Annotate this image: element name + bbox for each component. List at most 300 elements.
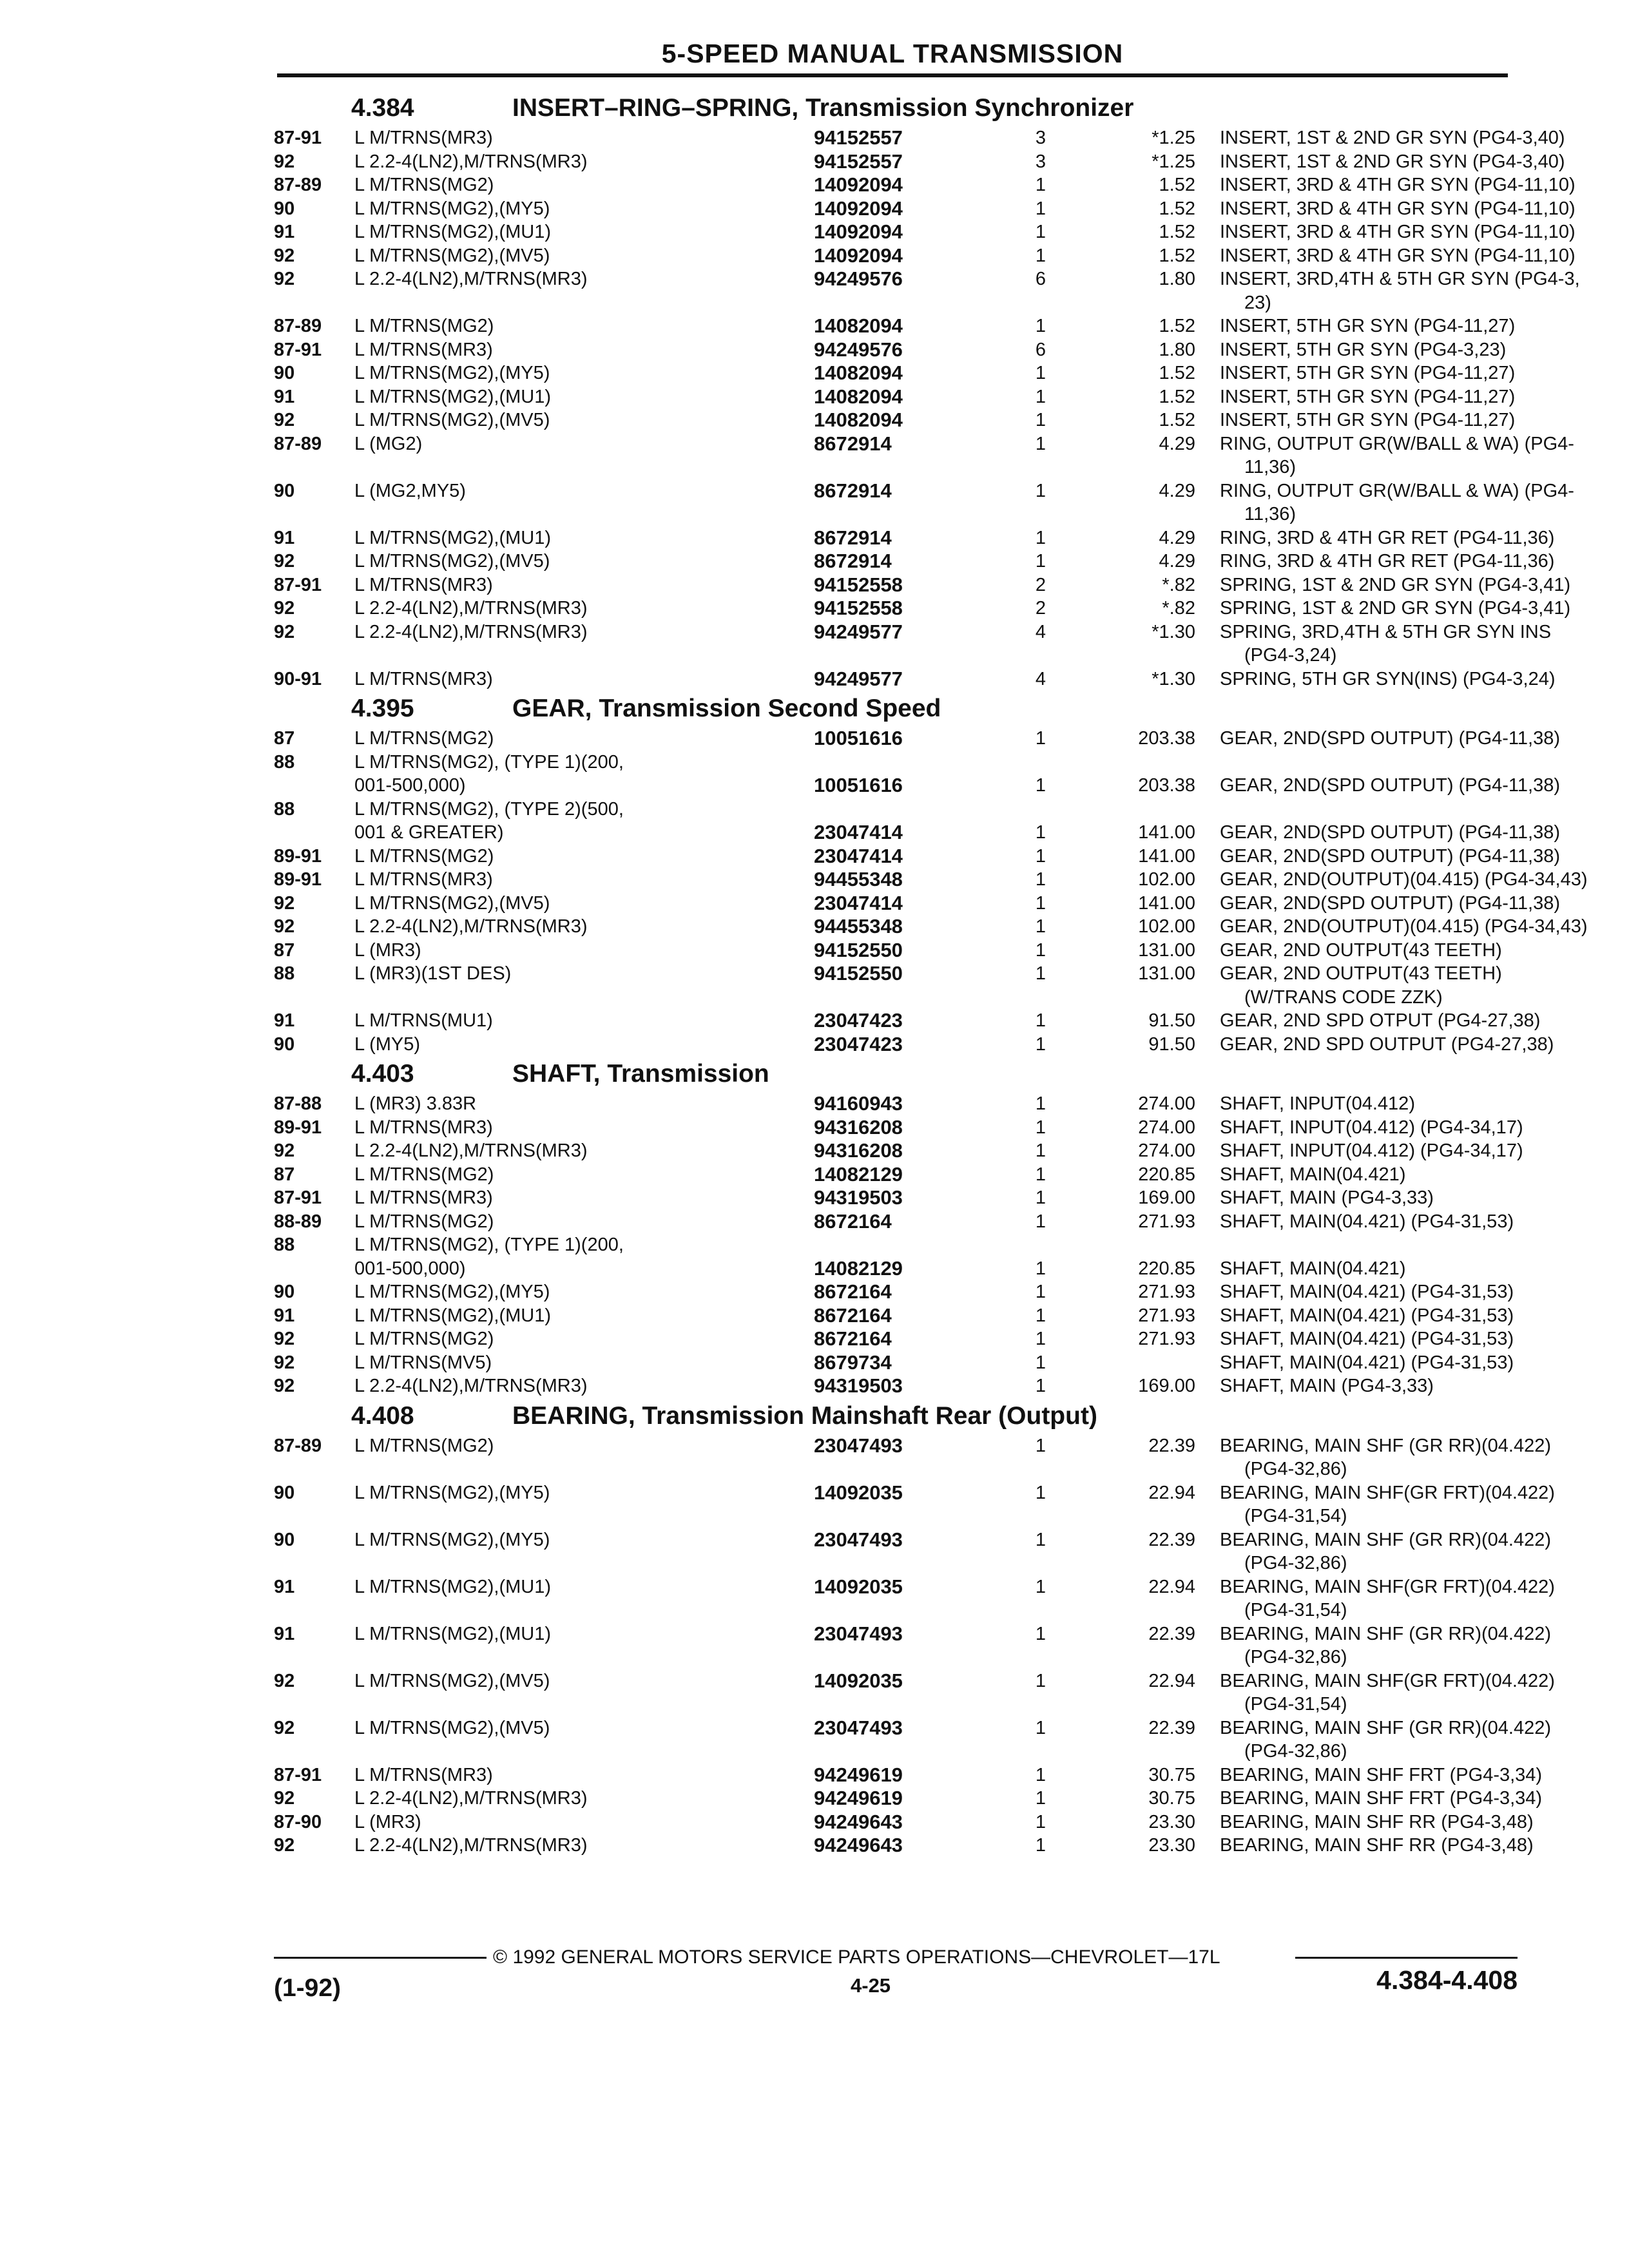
quantity: 2 <box>1035 598 1046 619</box>
table-row <box>274 244 1576 268</box>
model-description <box>354 1092 870 1116</box>
part-number: 94152558 <box>814 597 903 619</box>
price: 23.30 <box>1148 1811 1195 1832</box>
part-number: 94249577 <box>814 667 903 690</box>
description-line: RING, 3RD & 4TH GR RET (PG4-11,36) <box>1220 551 1555 572</box>
description-line: RING, OUTPUT GR(W/BALL & WA) (PG4- <box>1220 480 1574 501</box>
quantity: 1 <box>1035 963 1046 984</box>
part-number: 8679734 <box>814 1350 892 1374</box>
table-row <box>274 891 1561 916</box>
table-row <box>274 1327 1518 1351</box>
model-line: L M/TRNS(MG2), (TYPE 2)(500, <box>354 798 624 820</box>
description-line: RING, OUTPUT GR(W/BALL & WA) (PG4- <box>1220 433 1574 454</box>
price: 91.50 <box>1148 1033 1195 1055</box>
description-line: (PG4-31,54) <box>1244 1600 1347 1620</box>
model-description <box>354 1304 870 1328</box>
table-row <box>274 751 1561 798</box>
table-row <box>274 1810 1534 1834</box>
part-description <box>1220 620 1629 668</box>
part-description <box>1220 727 1629 751</box>
quantity: 4 <box>1035 668 1046 689</box>
model-line: 001-500,000) <box>354 775 466 796</box>
model-years: 88 <box>274 751 295 773</box>
description-line: GEAR, 2ND(SPD OUTPUT) (PG4-11,38) <box>1220 845 1561 867</box>
price: 22.39 <box>1148 1529 1195 1550</box>
description-line: INSERT, 3RD & 4TH GR SYN (PG4-11,10) <box>1220 198 1576 219</box>
price: 30.75 <box>1148 1764 1195 1785</box>
description-line: INSERT, 5TH GR SYN (PG4-11,27) <box>1220 363 1516 383</box>
footer-rule-right <box>1295 1957 1518 1959</box>
part-number: 14092035 <box>814 1669 903 1692</box>
part-description <box>1220 1716 1629 1763</box>
quantity: 1 <box>1035 1258 1046 1279</box>
part-description <box>1220 385 1629 409</box>
part-description <box>1220 1116 1629 1140</box>
quantity: 1 <box>1035 845 1046 867</box>
footer-copyright: © 1992 GENERAL MOTORS SERVICE PARTS OPERATIONS—CHEVROLET—17L <box>493 1946 1220 1968</box>
part-description <box>1220 1669 1629 1716</box>
quantity: 1 <box>1035 1187 1046 1208</box>
part-description <box>1220 408 1629 432</box>
table-row <box>274 126 1565 150</box>
model-description <box>354 385 870 409</box>
table-row <box>274 727 1561 751</box>
description-line: INSERT, 5TH GR SYN (PG4-11,27) <box>1220 316 1516 336</box>
quantity: 6 <box>1035 269 1046 289</box>
model-description <box>354 1575 870 1599</box>
description-line: (PG4-32,86) <box>1244 1647 1347 1667</box>
section-number: 4.408 <box>351 1401 414 1430</box>
price: 1.52 <box>1159 175 1195 195</box>
part-description <box>1220 868 1629 892</box>
part-description <box>1220 1763 1629 1787</box>
quantity: 1 <box>1035 1482 1046 1503</box>
part-number: 94249643 <box>814 1834 903 1856</box>
price: 271.93 <box>1138 1282 1195 1302</box>
description-line: (PG4-31,54) <box>1244 1506 1347 1526</box>
part-description <box>1220 220 1629 244</box>
model-description <box>354 1716 870 1740</box>
price: 1.52 <box>1159 222 1195 242</box>
model-line: L M/TRNS(MG2) <box>354 1435 494 1456</box>
part-number: 8672914 <box>814 479 892 502</box>
model-description <box>354 868 870 892</box>
model-description <box>354 1528 870 1552</box>
model-description <box>354 1116 870 1140</box>
part-description <box>1220 939 1629 963</box>
model-line: L M/TRNS(MG2),(MY5) <box>354 363 550 383</box>
model-description <box>354 1481 870 1505</box>
quantity: 1 <box>1035 1117 1046 1138</box>
part-number: 14092094 <box>814 197 903 220</box>
part-number: 14092094 <box>814 244 903 267</box>
quantity: 1 <box>1035 1282 1046 1302</box>
quantity: 1 <box>1035 1788 1046 1809</box>
quantity: 1 <box>1035 1164 1046 1185</box>
part-number: 23047423 <box>814 1032 903 1055</box>
model-line: L M/TRNS(MG2) <box>354 175 494 195</box>
model-years: 87 <box>274 939 295 961</box>
quantity: 1 <box>1035 1835 1046 1856</box>
part-number: 10051616 <box>814 727 903 749</box>
model-line: L M/TRNS(MG2),(MY5) <box>354 198 550 219</box>
part-number: 94249643 <box>814 1810 903 1833</box>
section-4-403 <box>274 1056 1523 1398</box>
quantity: 1 <box>1035 1140 1046 1161</box>
table-row <box>274 1374 1518 1398</box>
description-line: SHAFT, MAIN(04.421) (PG4-31,53) <box>1220 1329 1514 1349</box>
model-description <box>354 1351 870 1375</box>
description-line: SHAFT, MAIN(04.421) (PG4-31,53) <box>1220 1282 1514 1302</box>
quantity: 1 <box>1035 1305 1046 1326</box>
model-years: 87-91 <box>274 574 322 595</box>
model-years: 90-91 <box>274 668 322 689</box>
description-line: SHAFT, INPUT(04.412) (PG4-34,17) <box>1220 1117 1523 1138</box>
section-number: 4.395 <box>351 695 414 722</box>
model-line: 001-500,000) <box>354 1258 466 1279</box>
model-years: 91 <box>274 1623 295 1644</box>
part-number: 94455348 <box>814 868 903 890</box>
model-description <box>354 244 870 268</box>
price: *1.25 <box>1152 151 1195 172</box>
model-line: L M/TRNS(MG2),(MV5) <box>354 1717 550 1738</box>
table-row <box>274 1481 1555 1528</box>
part-number: 8672164 <box>814 1327 892 1350</box>
part-description <box>1220 597 1629 620</box>
part-description <box>1220 845 1629 869</box>
table-row <box>274 1763 1543 1787</box>
part-number: 23047414 <box>814 844 903 867</box>
section-title: INSERT–RING–SPRING, Transmission Synchronizer <box>512 94 1134 122</box>
model-description <box>354 1834 870 1858</box>
model-description <box>354 1186 870 1210</box>
model-description <box>354 892 870 916</box>
model-line: L M/TRNS(MG2) <box>354 728 494 749</box>
quantity: 1 <box>1035 728 1046 749</box>
model-line: L M/TRNS(MG2),(MU1) <box>354 1623 552 1644</box>
part-description <box>1220 1351 1629 1375</box>
model-description <box>354 1787 870 1811</box>
part-description <box>1220 1186 1629 1210</box>
part-description <box>1220 1033 1629 1057</box>
model-years: 91 <box>274 1576 295 1597</box>
model-years: 92 <box>274 1788 295 1809</box>
model-line: L (MY5) <box>354 1033 421 1055</box>
description-line <box>1220 751 1629 774</box>
price: 22.94 <box>1148 1670 1195 1691</box>
table-row <box>274 1163 1518 1187</box>
description-line: BEARING, MAIN SHF FRT (PG4-3,34) <box>1220 1764 1543 1785</box>
quantity: 1 <box>1035 198 1046 219</box>
part-number: 94152550 <box>814 938 903 961</box>
part-number: 23047493 <box>814 1716 903 1739</box>
model-years: 92 <box>274 1835 295 1856</box>
quantity: 1 <box>1035 551 1046 572</box>
price: 274.00 <box>1138 1140 1195 1161</box>
description-line: (PG4-32,86) <box>1244 1741 1347 1762</box>
table-row <box>274 408 1518 432</box>
model-line: L 2.2-4(LN2),M/TRNS(MR3) <box>354 621 588 642</box>
model-line: L M/TRNS(MG2),(MU1) <box>354 1576 552 1597</box>
price: 1.52 <box>1159 410 1195 430</box>
part-number: 14082094 <box>814 385 903 408</box>
part-description <box>1220 150 1629 174</box>
description-line: BEARING, MAIN SHF(GR FRT)(04.422) <box>1220 1576 1555 1597</box>
description-line: 11,36) <box>1244 457 1296 477</box>
price: 1.52 <box>1159 316 1195 336</box>
table-row <box>274 1834 1534 1858</box>
section-number: 4.403 <box>351 1060 414 1088</box>
model-line: L M/TRNS(MG2),(MU1) <box>354 527 552 548</box>
part-description <box>1220 1092 1629 1116</box>
part-number: 23047414 <box>814 891 903 914</box>
part-number: 94319503 <box>814 1186 903 1209</box>
description-line: BEARING, MAIN SHF RR (PG4-3,48) <box>1220 1835 1534 1856</box>
model-line: L M/TRNS(MG2),(MV5) <box>354 245 550 266</box>
table-row <box>274 573 1571 597</box>
description-line: INSERT, 1ST & 2ND GR SYN (PG4-3,40) <box>1220 151 1565 172</box>
table-row <box>274 915 1588 939</box>
model-line: L M/TRNS(MG2),(MU1) <box>354 386 552 407</box>
model-description <box>354 1669 870 1693</box>
model-description <box>354 126 870 150</box>
quantity: 4 <box>1035 621 1046 642</box>
part-number: 14082094 <box>814 314 903 337</box>
description-line: GEAR, 2ND(OUTPUT)(04.415) (PG4-34,43) <box>1220 916 1588 937</box>
model-description <box>354 338 870 362</box>
part-number: 14092035 <box>814 1575 903 1598</box>
model-description <box>354 1210 870 1234</box>
table-row <box>274 220 1576 244</box>
price: 169.00 <box>1138 1376 1195 1396</box>
quantity: 1 <box>1035 939 1046 961</box>
model-years: 90 <box>274 198 295 219</box>
model-description <box>354 597 870 620</box>
model-description <box>354 1763 870 1787</box>
model-description <box>354 408 870 432</box>
quantity: 1 <box>1035 175 1046 195</box>
model-years: 87-91 <box>274 1187 322 1208</box>
model-years: 92 <box>274 916 295 937</box>
part-description <box>1220 1139 1629 1163</box>
model-description <box>354 845 870 869</box>
model-description <box>354 1811 870 1834</box>
part-number: 8672914 <box>814 526 892 549</box>
quantity: 1 <box>1035 386 1046 407</box>
quantity: 1 <box>1035 1033 1046 1055</box>
part-number: 94316208 <box>814 1115 903 1139</box>
table-row <box>274 1139 1523 1163</box>
model-years: 92 <box>274 245 295 266</box>
model-line: L M/TRNS(MG2) <box>354 1164 494 1185</box>
price: 141.00 <box>1138 892 1195 914</box>
model-years: 90 <box>274 1033 295 1055</box>
part-description <box>1220 550 1629 573</box>
description-line: GEAR, 2ND SPD OUTPUT (PG4-27,38) <box>1220 1033 1554 1055</box>
description-line: GEAR, 2ND OUTPUT(43 TEETH) <box>1220 939 1502 961</box>
model-description <box>354 197 870 221</box>
model-description <box>354 620 870 644</box>
model-description <box>354 1233 870 1280</box>
price: 91.50 <box>1148 1010 1195 1031</box>
description-line: INSERT, 1ST & 2ND GR SYN (PG4-3,40) <box>1220 128 1565 148</box>
part-description <box>1220 197 1629 221</box>
section-heading <box>274 90 1518 126</box>
price: 220.85 <box>1138 1164 1195 1185</box>
description-line: INSERT, 5TH GR SYN (PG4-11,27) <box>1220 410 1516 430</box>
model-years: 92 <box>274 1670 295 1691</box>
model-line: L M/TRNS(MG2) <box>354 1329 494 1349</box>
description-line: 11,36) <box>1244 504 1296 524</box>
model-description <box>354 1280 870 1304</box>
quantity: 1 <box>1035 892 1046 914</box>
part-description <box>1220 915 1629 939</box>
model-description <box>354 550 870 573</box>
description-line: INSERT, 3RD,4TH & 5TH GR SYN (PG4-3, <box>1220 269 1580 289</box>
part-number: 23047423 <box>814 1009 903 1032</box>
description-line: SHAFT, MAIN(04.421) (PG4-31,53) <box>1220 1305 1514 1326</box>
table-row <box>274 939 1518 963</box>
price: 1.52 <box>1159 245 1195 266</box>
table-row <box>274 1304 1518 1328</box>
model-line: L 2.2-4(LN2),M/TRNS(MR3) <box>354 1788 588 1809</box>
model-years: 92 <box>274 269 295 289</box>
description-line: BEARING, MAIN SHF (GR RR)(04.422) <box>1220 1529 1552 1550</box>
quantity: 1 <box>1035 1717 1046 1738</box>
table-row <box>274 1009 1541 1033</box>
price: 141.00 <box>1138 822 1195 843</box>
model-years: 92 <box>274 1717 295 1738</box>
price: *.82 <box>1162 574 1195 595</box>
description-line: SHAFT, MAIN(04.421) <box>1220 1258 1406 1279</box>
part-description <box>1220 314 1629 338</box>
part-description <box>1220 1481 1629 1528</box>
table-row <box>274 1787 1543 1811</box>
model-description <box>354 267 870 291</box>
table-row <box>274 1032 1554 1057</box>
part-number: 23047493 <box>814 1622 903 1645</box>
description-line: INSERT, 3RD & 4TH GR SYN (PG4-11,10) <box>1220 222 1576 242</box>
table-row <box>274 267 1580 314</box>
part-description <box>1220 573 1629 597</box>
part-number: 94152558 <box>814 573 903 596</box>
part-number: 94319503 <box>814 1374 903 1397</box>
price: 4.29 <box>1159 433 1195 454</box>
price: 1.80 <box>1159 269 1195 289</box>
table-row <box>274 1210 1518 1234</box>
part-description <box>1220 1210 1629 1234</box>
model-years: 88 <box>274 798 295 820</box>
part-number: 8672164 <box>814 1280 892 1303</box>
quantity: 1 <box>1035 316 1046 336</box>
part-description <box>1220 1327 1629 1351</box>
model-years: 87-91 <box>274 1764 322 1785</box>
model-description <box>354 1033 870 1057</box>
price: 131.00 <box>1138 939 1195 961</box>
part-number: 8672164 <box>814 1209 892 1233</box>
part-description <box>1220 526 1629 550</box>
description-line: (PG4-31,54) <box>1244 1694 1347 1715</box>
model-line: L (MR3) 3.83R <box>354 1093 477 1114</box>
model-years: 90 <box>274 480 295 501</box>
model-line: L 2.2-4(LN2),M/TRNS(MR3) <box>354 1140 588 1161</box>
part-description <box>1220 1528 1629 1575</box>
part-number: 14082094 <box>814 408 903 431</box>
quantity: 1 <box>1035 1352 1046 1373</box>
price: 30.75 <box>1148 1788 1195 1809</box>
price: *.82 <box>1162 598 1195 619</box>
price: 169.00 <box>1138 1187 1195 1208</box>
part-description <box>1220 173 1629 197</box>
model-years: 87-89 <box>274 175 322 195</box>
model-description <box>354 526 870 550</box>
quantity: 1 <box>1035 1376 1046 1396</box>
section-range: 4.384-4.408 <box>1376 1965 1518 1995</box>
model-line: L M/TRNS(MG2),(MU1) <box>354 222 552 242</box>
price: 1.52 <box>1159 363 1195 383</box>
quantity: 1 <box>1035 480 1046 501</box>
quantity: 3 <box>1035 128 1046 148</box>
table-row <box>274 1622 1552 1669</box>
part-number: 94249577 <box>814 620 903 643</box>
table-row <box>274 338 1518 362</box>
description-line: GEAR, 2ND SPD OTPUT (PG4-27,38) <box>1220 1010 1541 1031</box>
quantity: 1 <box>1035 1529 1046 1550</box>
table-row <box>274 1434 1552 1481</box>
part-description <box>1220 267 1629 314</box>
part-description <box>1220 1280 1629 1304</box>
table-row <box>274 597 1571 620</box>
table-row <box>274 962 1518 1009</box>
table-row <box>274 620 1552 668</box>
part-number: 94249619 <box>814 1763 903 1786</box>
quantity: 1 <box>1035 245 1046 266</box>
model-years: 91 <box>274 1010 295 1031</box>
table-row <box>274 385 1518 409</box>
description-line: SHAFT, MAIN(04.421) (PG4-31,53) <box>1220 1211 1514 1232</box>
model-description <box>354 751 870 798</box>
page-footer <box>274 1946 1518 2023</box>
part-number: 10051616 <box>814 774 903 796</box>
price: 131.00 <box>1138 963 1195 984</box>
model-years: 91 <box>274 527 295 548</box>
model-years: 92 <box>274 621 295 642</box>
model-years: 87-89 <box>274 316 322 336</box>
price: 271.93 <box>1138 1211 1195 1232</box>
model-line: L (MR3) <box>354 1811 421 1832</box>
model-years: 87-89 <box>274 433 322 454</box>
description-line: (PG4-32,86) <box>1244 1553 1347 1573</box>
model-years: 89-91 <box>274 1117 322 1138</box>
quantity: 1 <box>1035 1211 1046 1232</box>
price: *1.25 <box>1152 128 1195 148</box>
description-line: GEAR, 2ND(SPD OUTPUT) (PG4-11,38) <box>1220 728 1561 749</box>
price: 4.29 <box>1159 480 1195 501</box>
part-number: 23047414 <box>814 821 903 843</box>
quantity: 1 <box>1035 775 1046 796</box>
model-years: 90 <box>274 363 295 383</box>
part-description <box>1220 1009 1629 1033</box>
quantity: 2 <box>1035 574 1046 595</box>
price: 1.52 <box>1159 386 1195 407</box>
part-number: 94249576 <box>814 338 903 361</box>
price: 271.93 <box>1138 1329 1195 1349</box>
description-line: SHAFT, INPUT(04.412) <box>1220 1093 1415 1114</box>
model-years: 92 <box>274 598 295 619</box>
table-row <box>274 550 1555 573</box>
model-line: L M/TRNS(MG2),(MY5) <box>354 1282 550 1302</box>
model-line: L 2.2-4(LN2),M/TRNS(MR3) <box>354 1376 588 1396</box>
